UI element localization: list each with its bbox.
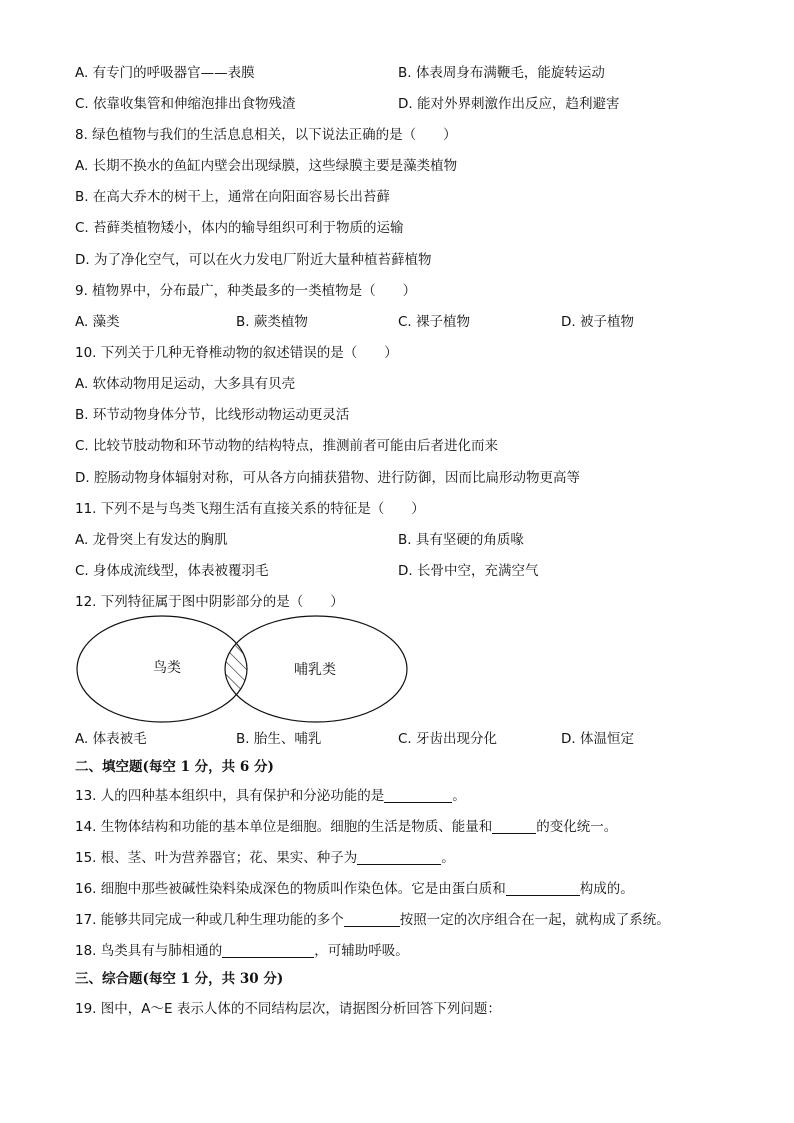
q16 [75, 880, 634, 898]
q15 [75, 849, 455, 867]
q18-suffix: ，可辅助呼吸。 [314, 943, 409, 959]
q8-option-a: A. 长期不换水的鱼缸内壁会出现绿膜，这些绿膜主要是藻类植物 [75, 158, 458, 174]
q10-option-c: C. 比较节肢动物和环节动物的结构特点，推测前者可能由后者进化而来 [75, 438, 499, 454]
q9-option-c: C. 裸子植物 [398, 314, 471, 330]
q15-suffix: 。 [441, 850, 455, 866]
q13-blank [384, 788, 452, 803]
q9-stem: 9. 植物界中，分布最广，种类最多的一类植物是（ ） [75, 283, 417, 299]
q7-option-b: B. 体表周身布满鞭毛，能旋转运动 [398, 65, 605, 81]
q10-option-d: D. 腔肠动物身体辐射对称，可从各方向捕获猎物、进行防御，因而比扁形动物更高等 [75, 470, 580, 486]
q17-suffix: 按照一定的次序组合在一起，就构成了系统。 [399, 912, 670, 928]
q11-option-d: D. 长骨中空，充满空气 [398, 563, 539, 579]
q18 [75, 942, 409, 960]
q12-option-d: D. 体温恒定 [561, 731, 634, 747]
venn-label-mammals: 哺乳类 [294, 662, 336, 678]
q13-text: 13. 人的四种基本组织中，具有保护和分泌功能的是 [75, 788, 385, 804]
q17-text: 17. 能够共同完成一种或几种生理功能的多个 [75, 912, 344, 928]
q16-text: 16. 细胞中那些被碱性染料染成深色的物质叫作染色体。它是由蛋白质和 [75, 881, 506, 897]
q15-text: 15. 根、茎、叶为营养器官；花、果实、种子为 [75, 850, 358, 866]
q16-suffix: 构成的。 [579, 881, 634, 897]
q18-blank [222, 943, 314, 958]
q11-stem: 11. 下列不是与鸟类飞翔生活有直接关系的特征是（ ） [75, 501, 425, 517]
q12-option-a: A. 体表被毛 [75, 731, 147, 747]
q14-text: 14. 生物体结构和功能的基本单位是细胞。细胞的生活是物质、能量和 [75, 819, 493, 835]
q8-stem: 8. 绿色植物与我们的生活息息相关，以下说法正确的是（ ） [75, 127, 457, 143]
q9-option-d: D. 被子植物 [561, 314, 634, 330]
q8-option-b: B. 在高大乔木的树干上，通常在向阳面容易长出苔藓 [75, 189, 390, 205]
q14-blank [492, 819, 536, 834]
q12-option-b: B. 胎生、哺乳 [236, 731, 322, 747]
q8-option-d: D. 为了净化空气，可以在火力发电厂附近大量种植苔藓植物 [75, 252, 432, 268]
q10-option-a: A. 软体动物用足运动，大多具有贝壳 [75, 376, 296, 392]
q17-blank [344, 912, 400, 927]
q11-option-c: C. 身体成流线型，体表被覆羽毛 [75, 563, 269, 579]
section-2-heading: 二、填空题(每空 1 分，共 6 分) [75, 759, 274, 775]
q16-blank [506, 881, 580, 896]
q14 [75, 818, 617, 836]
q11-option-b: B. 具有坚硬的角质喙 [398, 532, 524, 548]
q18-text: 18. 鸟类具有与肺相通的 [75, 943, 223, 959]
q7-option-d: D. 能对外界刺激作出反应，趋利避害 [398, 96, 620, 112]
q7-option-c: C. 依靠收集管和伸缩泡排出食物残渣 [75, 96, 296, 112]
q9-option-a: A. 藻类 [75, 314, 120, 330]
q13-suffix: 。 [452, 788, 466, 804]
q17 [75, 911, 670, 929]
q15-blank [357, 850, 441, 865]
section-3-heading: 三、综合题(每空 1 分，共 30 分) [75, 971, 284, 987]
q9-option-b: B. 蕨类植物 [236, 314, 308, 330]
q10-stem: 10. 下列关于几种无脊椎动物的叙述错误的是（ ） [75, 345, 398, 361]
q12-stem: 12. 下列特征属于图中阴影部分的是（ ） [75, 594, 344, 610]
q12-option-c: C. 牙齿出现分化 [398, 731, 498, 747]
q7-option-a: A. 有专门的呼吸器官——表膜 [75, 65, 255, 81]
q19-stem: 19. 图中，A～E 表示人体的不同结构层次，请据图分析回答下列问题： [75, 1001, 501, 1017]
venn-diagram [75, 613, 411, 725]
q14-suffix: 的变化统一。 [536, 819, 618, 835]
venn-label-birds: 鸟类 [153, 660, 181, 676]
q13 [75, 787, 466, 805]
q8-option-c: C. 苔藓类植物矮小，体内的输导组织可利于物质的运输 [75, 220, 404, 236]
q11-option-a: A. 龙骨突上有发达的胸肌 [75, 532, 228, 548]
q10-option-b: B. 环节动物身体分节，比线形动物运动更灵活 [75, 407, 350, 423]
